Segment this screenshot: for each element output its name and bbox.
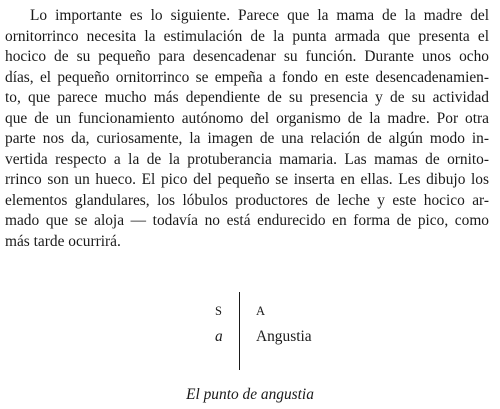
schema-divider [239, 292, 240, 370]
paragraph-line: mado que se aloja — todavía no está endurecido en forma de pico, como [5, 212, 489, 229]
schema-bottom-right: Angustia [256, 328, 312, 345]
paragraph-line: elementos glandulares, los lóbulos productores de leche y este hocico ar- [5, 191, 489, 209]
anxiety-schema [210, 292, 330, 372]
paragraph-line: rrinco son un hueco. El pico del pequeño se inserta en ellas. Les dibujo los [5, 171, 489, 188]
paragraph-line: vertida respecto a la de la protuberancia mamaria. Las mamas de ornito- [5, 150, 489, 168]
paragraph-line: más tarde ocurrirá. [5, 232, 121, 250]
paragraph-line: to, que parece mucho más dependiente de su presencia y de su actividad [5, 89, 489, 106]
schema-top-right: A [256, 304, 266, 318]
paragraph-line: que de un funcionamiento autónomo del organismo de la madre. Por otra [5, 109, 489, 127]
paragraph-line: Lo importante es lo siguiente. Parece que la mama de la madre del [30, 7, 489, 24]
paragraph-line: hocico de su pequeño para desencadenar su función. Durante unos ocho [5, 48, 489, 65]
schema-bottom-left: a [215, 328, 223, 345]
paragraph-line: días, el pequeño ornitorrinco se empeña a fondo en este desencadenamien- [5, 68, 489, 86]
schema-top-left: S [215, 304, 223, 318]
figure-caption: El punto de angustia [186, 386, 314, 403]
paragraph-line: ornitorrinco necesita la estimulación de la punta armada que presenta el [5, 27, 489, 45]
paragraph-line: parte nos da, curiosamente, la imagen de una relación de algún modo in- [5, 130, 489, 147]
